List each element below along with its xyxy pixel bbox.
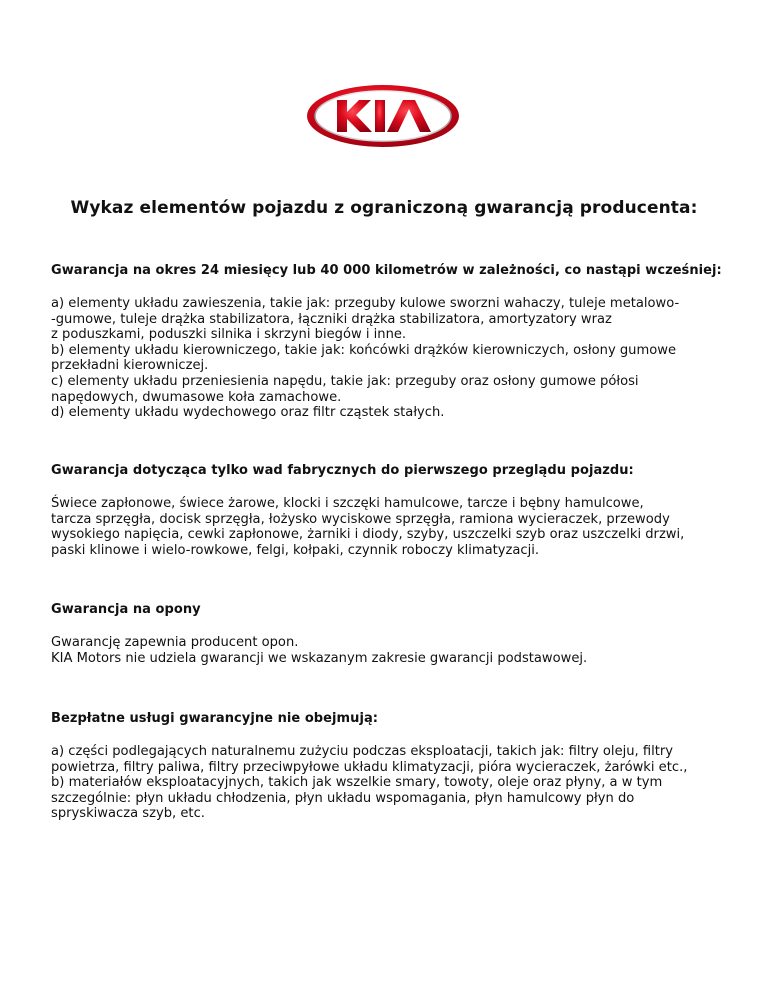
section-exclusions <box>51 711 731 822</box>
section-tyres <box>51 602 731 666</box>
section-heading: Gwarancja na okres 24 miesięcy lub 40 000 kilometrów w zależności, co nastąpi wcześniej: <box>51 263 722 278</box>
body-line: a) elementy układu zawieszenia, takie jak: przeguby kulowe sworzni wahaczy, tuleje metalowo- <box>51 296 680 311</box>
section-factory-defects <box>51 463 731 558</box>
body-line: wysokiego napięcia, cewki zapłonowe, żarniki i diody, szyby, uszczelki szyb oraz uszczelki drzwi, <box>51 527 685 543</box>
kia-logo-icon <box>303 82 463 150</box>
section-body <box>51 635 731 666</box>
body-line: -gumowe, tuleje drążka stabilizatora, łączniki drążka stabilizatora, amortyzatory wraz <box>51 311 612 327</box>
body-line: przekładni kierowniczej. <box>51 358 209 374</box>
section-body <box>51 744 731 822</box>
body-line: KIA Motors nie udziela gwarancji we wskazanym zakresie gwarancji podstawowej. <box>51 650 588 666</box>
body-line: napędowych, dwumasowe koła zamachowe. <box>51 389 342 405</box>
body-line: powietrza, filtry paliwa, filtry przeciwpyłowe układu klimatyzacji, pióra wycieraczek, żarówki etc., <box>51 759 688 775</box>
body-line: b) elementy układu kierowniczego, takie jak: końcówki drążków kierowniczych, osłony gumowe <box>51 342 677 358</box>
body-line: a) części podlegających naturalnemu zużyciu podczas eksploatacji, takich jak: filtry oleju, filtry <box>51 744 674 759</box>
body-line: z poduszkami, poduszki silnika i skrzyni biegów i inne. <box>51 327 407 343</box>
section-warranty-24-months <box>51 263 731 421</box>
body-line: d) elementy układu wydechowego oraz filtr cząstek stałych. <box>51 405 445 421</box>
body-line: b) materiałów eksploatacyjnych, takich jak wszelkie smary, towoty, oleje oraz płyny, a w tym <box>51 775 663 791</box>
page-title: Wykaz elementów pojazdu z ograniczoną gwarancją producenta: <box>70 198 698 218</box>
body-line: Świece zapłonowe, świece żarowe, klocki i szczęki hamulcowe, tarcze i bębny hamulcowe, <box>51 496 644 511</box>
section-heading: Gwarancja na opony <box>51 602 201 617</box>
section-body <box>51 496 731 558</box>
kia-logo-graphic <box>303 82 463 150</box>
body-line: paski klinowe i wielo-rowkowe, felgi, kołpaki, czynnik roboczy klimatyzacji. <box>51 542 540 558</box>
body-line: spryskiwacza szyb, etc. <box>51 806 205 822</box>
body-line: Gwarancję zapewnia producent opon. <box>51 635 299 650</box>
section-body <box>51 296 731 421</box>
section-heading: Gwarancja dotycząca tylko wad fabrycznych do pierwszego przeglądu pojazdu: <box>51 463 634 478</box>
body-line: c) elementy układu przeniesienia napędu, takie jak: przeguby oraz osłony gumowe półosi <box>51 373 639 389</box>
body-line: szczególnie: płyn układu chłodzenia, płyn układu wspomagania, płyn hamulcowy płyn do <box>51 790 635 806</box>
section-heading: Bezpłatne usługi gwarancyjne nie obejmują: <box>51 711 379 726</box>
body-line: tarcza sprzęgła, docisk sprzęgła, łożysko wyciskowe sprzęgła, ramiona wycieraczek, przewody <box>51 511 670 527</box>
